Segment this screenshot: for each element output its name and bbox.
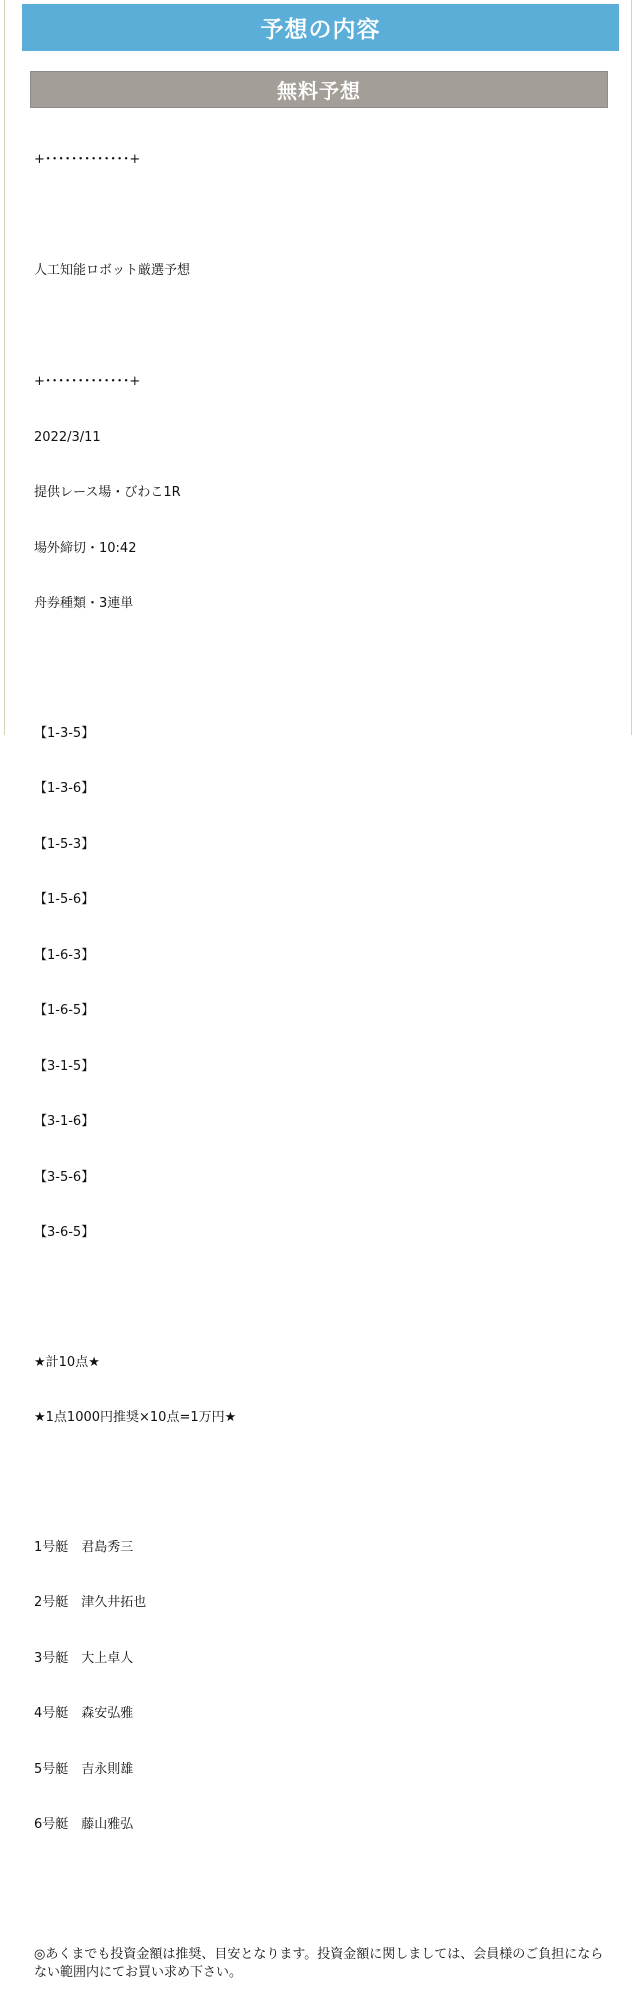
investment-note: ◎あくまでも投資金額は推奨、目安となります。投資金額に関しましては、会員様のご負担にならない範囲内にてお買い求め下さい。	[34, 1946, 604, 1980]
combination-item: 【1-6-3】	[34, 947, 95, 963]
racer-entry: 1号艇 君島秀三	[34, 1539, 134, 1555]
page-title: 予想の内容	[22, 4, 619, 51]
racer-entry: 4号艇 森安弘雅	[34, 1706, 134, 1721]
section-title-free-prediction: 無料予想	[30, 71, 608, 108]
combination-item: 【1-5-3】	[34, 836, 95, 852]
race-venue: 提供レース場・びわこ1R	[34, 485, 181, 500]
combination-item: 【1-6-5】	[34, 1003, 95, 1018]
combination-item: 【1-5-6】	[34, 892, 95, 907]
bet-recommendation: ★1点1000円推奨×10点=1万円★	[34, 1410, 237, 1425]
blank-line	[34, 1890, 609, 1909]
blank-line	[34, 651, 609, 670]
divider-line: +･････････････+	[34, 374, 141, 389]
race-date: 2022/3/11	[34, 429, 101, 445]
prediction-heading: 人工知能ロボット厳選予想	[34, 263, 191, 278]
combination-item: 【1-3-5】	[34, 725, 95, 741]
prediction-content	[34, 114, 609, 2001]
race-deadline: 場外締切・10:42	[34, 540, 137, 556]
racer-entry: 6号艇 藤山雅弘	[34, 1817, 134, 1832]
racer-entry: 2号艇 津久井拓也	[34, 1595, 147, 1610]
blank-line	[34, 318, 609, 337]
ticket-type: 舟券種類・3連単	[34, 596, 134, 611]
combination-item: 【3-1-5】	[34, 1058, 95, 1074]
racer-entry: 5号艇 吉永則雄	[34, 1761, 134, 1777]
blank-line	[34, 207, 609, 226]
combination-item: 【3-1-6】	[34, 1114, 95, 1129]
combination-item: 【3-5-6】	[34, 1169, 95, 1185]
combination-item: 【1-3-6】	[34, 781, 95, 796]
blank-line	[34, 1298, 609, 1317]
racer-entry: 3号艇 大上卓人	[34, 1650, 134, 1666]
blank-line	[34, 1465, 609, 1484]
total-points: ★計10点★	[34, 1354, 100, 1370]
combination-item: 【3-6-5】	[34, 1225, 95, 1240]
divider-line: +･････････････+	[34, 152, 141, 167]
